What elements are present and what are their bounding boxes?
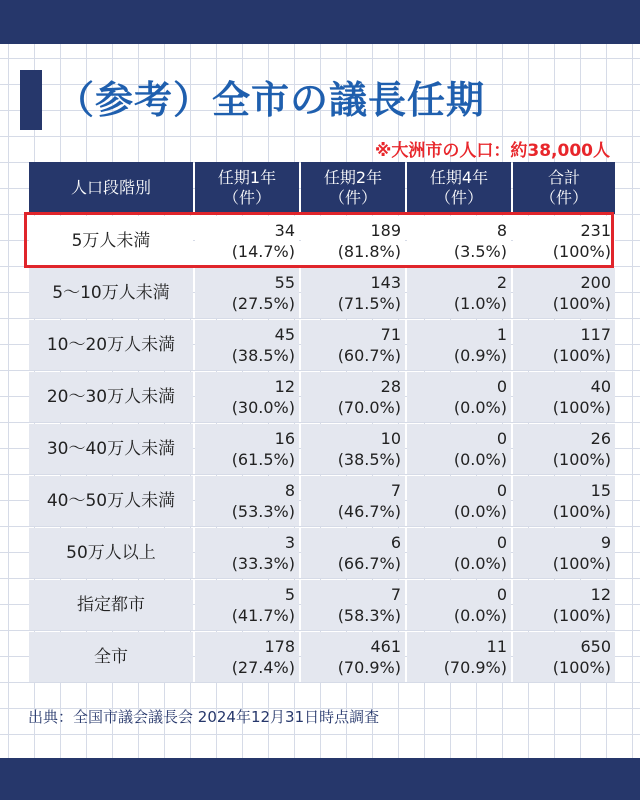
- table-row: [29, 476, 615, 526]
- table-cell: [407, 632, 511, 682]
- chair-term-table: [27, 160, 617, 684]
- table-cell: [301, 320, 405, 370]
- table-cell: [407, 424, 511, 474]
- table-cell: [195, 372, 299, 422]
- cell-count: 12: [274, 377, 295, 396]
- cell-count: 26: [590, 429, 611, 448]
- table-row: [29, 216, 615, 266]
- table-cell: [195, 476, 299, 526]
- table-cell: [513, 424, 615, 474]
- table-cell: [407, 216, 511, 266]
- table-cell: [195, 580, 299, 630]
- cell-count: 5: [284, 585, 295, 604]
- cell-count: 0: [496, 533, 507, 552]
- cell-count: 15: [590, 481, 611, 500]
- population-note: ※大洲市の人口：約38,000人: [374, 141, 610, 161]
- cell-count: 0: [496, 585, 507, 604]
- table-cell: [195, 424, 299, 474]
- cell-percent: (71.5%): [337, 294, 401, 313]
- row-label: 5〜10万人未満: [29, 268, 193, 318]
- table-row: [29, 424, 615, 474]
- cell-count: 200: [580, 273, 611, 292]
- cell-percent: (14.7%): [231, 242, 295, 261]
- table-cell: [195, 632, 299, 682]
- cell-count: 8: [496, 221, 507, 240]
- cell-percent: (100%): [552, 502, 611, 521]
- cell-count: 45: [274, 325, 295, 344]
- table-cell: [301, 268, 405, 318]
- cell-count: 2: [496, 273, 507, 292]
- table-cell: [407, 320, 511, 370]
- cell-percent: (70.9%): [337, 658, 401, 677]
- header-term-2yr: 任期2年 （件）: [301, 162, 405, 214]
- table-cell: [407, 528, 511, 578]
- bottom-banner: [0, 758, 640, 800]
- table-cell: [301, 528, 405, 578]
- table-cell: [407, 372, 511, 422]
- cell-percent: (3.5%): [453, 242, 507, 261]
- table-cell: [195, 528, 299, 578]
- title-accent-bar: [20, 70, 42, 130]
- table-header-row: [29, 162, 615, 214]
- cell-percent: (0.0%): [453, 450, 507, 469]
- cell-percent: (100%): [552, 450, 611, 469]
- cell-count: 55: [274, 273, 295, 292]
- cell-count: 11: [486, 637, 507, 656]
- cell-percent: (30.0%): [231, 398, 295, 417]
- table-cell: [407, 580, 511, 630]
- cell-percent: (70.9%): [443, 658, 507, 677]
- cell-percent: (38.5%): [231, 346, 295, 365]
- cell-percent: (27.4%): [231, 658, 295, 677]
- cell-percent: (27.5%): [231, 294, 295, 313]
- cell-count: 143: [370, 273, 401, 292]
- table-row: [29, 372, 615, 422]
- row-label: 指定都市: [29, 580, 193, 630]
- cell-count: 231: [580, 221, 611, 240]
- row-label: 30〜40万人未満: [29, 424, 193, 474]
- header-term-1yr: 任期1年 （件）: [195, 162, 299, 214]
- cell-count: 178: [264, 637, 295, 656]
- table-cell: [301, 632, 405, 682]
- header-term-4yr: 任期4年 （件）: [407, 162, 511, 214]
- cell-percent: (61.5%): [231, 450, 295, 469]
- cell-percent: (100%): [552, 658, 611, 677]
- cell-percent: (100%): [552, 242, 611, 261]
- cell-percent: (66.7%): [337, 554, 401, 573]
- table-cell: [195, 268, 299, 318]
- cell-percent: (38.5%): [337, 450, 401, 469]
- table-row: [29, 632, 615, 682]
- table-cell: [513, 580, 615, 630]
- table-cell: [301, 216, 405, 266]
- cell-percent: (81.8%): [337, 242, 401, 261]
- cell-count: 12: [590, 585, 611, 604]
- cell-percent: (0.0%): [453, 606, 507, 625]
- table-row: [29, 528, 615, 578]
- cell-count: 28: [380, 377, 401, 396]
- cell-percent: (100%): [552, 606, 611, 625]
- table-row: [29, 320, 615, 370]
- table-cell: [513, 216, 615, 266]
- cell-percent: (0.0%): [453, 398, 507, 417]
- cell-percent: (46.7%): [337, 502, 401, 521]
- cell-percent: (100%): [552, 398, 611, 417]
- table-cell: [513, 320, 615, 370]
- table-cell: [195, 320, 299, 370]
- cell-count: 10: [380, 429, 401, 448]
- cell-count: 1: [496, 325, 507, 344]
- cell-count: 9: [600, 533, 611, 552]
- cell-percent: (58.3%): [337, 606, 401, 625]
- cell-count: 461: [370, 637, 401, 656]
- cell-percent: (41.7%): [231, 606, 295, 625]
- cell-percent: (60.7%): [337, 346, 401, 365]
- cell-percent: (100%): [552, 346, 611, 365]
- cell-count: 3: [284, 533, 295, 552]
- row-label: 50万人以上: [29, 528, 193, 578]
- row-label: 全市: [29, 632, 193, 682]
- cell-count: 0: [496, 429, 507, 448]
- cell-count: 117: [580, 325, 611, 344]
- cell-percent: (33.3%): [231, 554, 295, 573]
- row-label: 20〜30万人未満: [29, 372, 193, 422]
- cell-count: 71: [380, 325, 401, 344]
- table-cell: [513, 372, 615, 422]
- cell-count: 40: [590, 377, 611, 396]
- cell-percent: (1.0%): [453, 294, 507, 313]
- table-cell: [513, 268, 615, 318]
- cell-count: 7: [390, 585, 401, 604]
- cell-count: 189: [370, 221, 401, 240]
- row-label: 10〜20万人未満: [29, 320, 193, 370]
- row-label: 40〜50万人未満: [29, 476, 193, 526]
- table-cell: [301, 424, 405, 474]
- row-label: 5万人未満: [29, 216, 193, 266]
- top-banner: [0, 0, 640, 44]
- cell-percent: (70.0%): [337, 398, 401, 417]
- cell-percent: (0.9%): [453, 346, 507, 365]
- table-cell: [407, 268, 511, 318]
- table-cell: [195, 216, 299, 266]
- table-cell: [301, 580, 405, 630]
- cell-percent: (100%): [552, 554, 611, 573]
- header-total: 合計 （件）: [513, 162, 615, 214]
- table-row: [29, 268, 615, 318]
- table-cell: [513, 476, 615, 526]
- page-title: （参考）全市の議長任期: [56, 78, 486, 122]
- table-cell: [513, 632, 615, 682]
- cell-count: 8: [284, 481, 295, 500]
- cell-percent: (0.0%): [453, 502, 507, 521]
- cell-percent: (53.3%): [231, 502, 295, 521]
- table-cell: [407, 476, 511, 526]
- cell-count: 6: [390, 533, 401, 552]
- table-cell: [301, 372, 405, 422]
- cell-count: 34: [274, 221, 295, 240]
- table-cell: [513, 528, 615, 578]
- cell-count: 0: [496, 481, 507, 500]
- cell-count: 16: [274, 429, 295, 448]
- cell-count: 650: [580, 637, 611, 656]
- table-cell: [301, 476, 405, 526]
- table-row: [29, 580, 615, 630]
- cell-count: 7: [390, 481, 401, 500]
- cell-count: 0: [496, 377, 507, 396]
- source-note: 出典：全国市議会議長会 2024年12月31日時点調査: [28, 708, 380, 726]
- cell-percent: (100%): [552, 294, 611, 313]
- header-population: 人口段階別: [29, 162, 193, 214]
- cell-percent: (0.0%): [453, 554, 507, 573]
